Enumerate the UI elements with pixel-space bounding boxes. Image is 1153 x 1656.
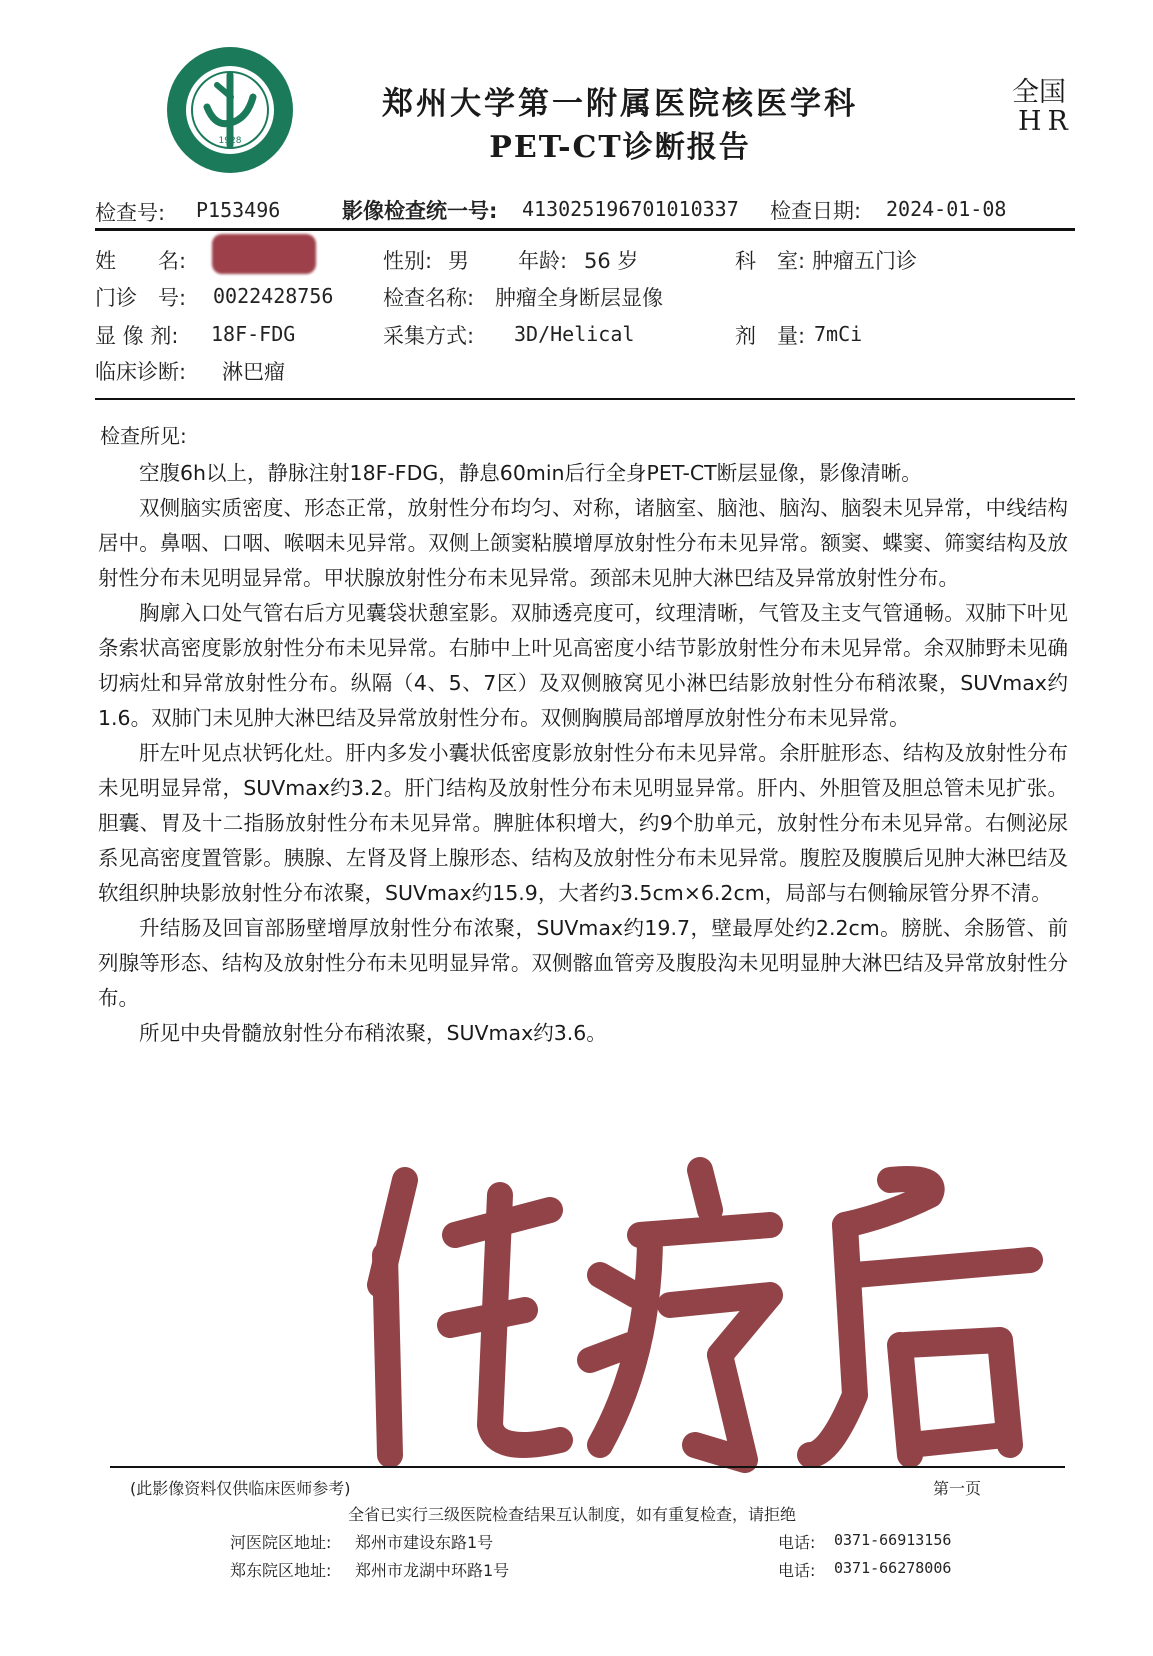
acq-label: 采集方式: bbox=[383, 324, 475, 348]
findings-paragraph: 胸廓入口处气管右后方见囊袋状憩室影。双肺透亮度可，纹理清晰，气管及主支气管通畅。双肺下叶见条索状高密度影放射性分布未见异常。右肺中上叶见高密度小结节影放射性分布未见异常。余双肺野未见确切病灶和异常放射性分布。纵隔（4、5、7区）及双侧腋窝见小淋巴结影放射性分布稍浓聚，SUVmax约1.6。双肺门未见肿大淋巴结及异常放射性分布。双侧胸膜局部增厚放射性分布未见异常。 bbox=[98, 601, 1068, 730]
dose-label: 剂 量: bbox=[735, 324, 806, 348]
exam-date: 2024-01-08 bbox=[886, 197, 1007, 221]
name-label: 姓 名: bbox=[95, 249, 187, 273]
findings-paragraph: 所见中央骨髓放射性分布稍浓聚，SUVmax约3.6。 bbox=[139, 1021, 607, 1045]
findings-paragraph: 升结肠及回盲部肠壁增厚放射性分布浓聚，SUVmax约19.7，壁最厚处约2.2cm。膀胱、余肠管、前列腺等形态、结构及放射性分布未见明显异常。双侧髂血管旁及腹股沟未见明显肿大淋巴结及异常放射性分布。 bbox=[98, 916, 1068, 1010]
unified-no: 413025196701010337 bbox=[522, 197, 739, 221]
tel2-label: 电话: bbox=[778, 1561, 816, 1580]
mutual-recognition-notice: 全省已实行三级医院检查结果互认制度，如有重复检查，请拒绝 bbox=[348, 1505, 797, 1524]
dept-label: 科 室: bbox=[735, 249, 806, 273]
footer-divider bbox=[110, 1466, 1065, 1468]
age-label: 年龄: bbox=[518, 249, 568, 273]
badge-line2: HR bbox=[1018, 106, 1074, 137]
address2-label: 郑东院区地址: bbox=[230, 1561, 332, 1580]
badge-line1: 全国 bbox=[1012, 77, 1066, 108]
handwritten-annotation bbox=[350, 1155, 1070, 1475]
exam-no: P153496 bbox=[196, 198, 281, 222]
address1-label: 河医院区地址: bbox=[230, 1533, 332, 1552]
name-redaction bbox=[212, 234, 316, 274]
sex-value: 男 bbox=[448, 249, 469, 273]
clinic-no-label: 门诊 号: bbox=[95, 286, 187, 310]
exam-name-label: 检查名称: bbox=[383, 286, 475, 310]
findings-title: 检查所见: bbox=[100, 424, 187, 448]
sex-label: 性别: bbox=[383, 249, 433, 273]
dept-value: 肿瘤五门诊 bbox=[812, 249, 917, 273]
info-divider bbox=[95, 398, 1075, 400]
exam-date-label: 检查日期: bbox=[770, 199, 862, 223]
header-divider bbox=[95, 228, 1075, 231]
diagnosis-label: 临床诊断: bbox=[95, 360, 187, 384]
tel1: 0371-66913156 bbox=[834, 1531, 952, 1549]
address2: 郑州市龙湖中环路1号 bbox=[355, 1561, 510, 1580]
agent-label: 显 像 剂: bbox=[95, 324, 179, 348]
findings-body bbox=[98, 456, 1068, 1051]
findings-paragraph: 空腹6h以上，静脉注射18F-FDG，静息60min后行全身PET-CT断层显像，影像清晰。 bbox=[139, 461, 922, 485]
exam-name-value: 肿瘤全身断层显像 bbox=[495, 286, 663, 310]
hospital-logo bbox=[165, 45, 295, 175]
age-value: 56 岁 bbox=[584, 249, 639, 273]
logo-year: 1928 bbox=[218, 136, 242, 146]
report-hospital-title: 郑州大学第一附属医院核医学科 bbox=[382, 86, 858, 122]
agent-value: 18F-FDG bbox=[211, 322, 296, 346]
report-title: PET-CT诊断报告 bbox=[489, 130, 751, 165]
clinic-no: 0022428756 bbox=[213, 284, 334, 308]
diagnosis-value: 淋巴瘤 bbox=[222, 360, 285, 384]
dose-value: 7mCi bbox=[814, 322, 863, 346]
footer-note: (此影像资料仅供临床医师参考) bbox=[130, 1479, 351, 1498]
tel1-label: 电话: bbox=[778, 1533, 816, 1552]
address1: 郑州市建设东路1号 bbox=[355, 1533, 494, 1552]
findings-paragraph: 双侧脑实质密度、形态正常，放射性分布均匀、对称，诸脑室、脑池、脑沟、脑裂未见异常，中线结构居中。鼻咽、口咽、喉咽未见异常。双侧上颌窦粘膜增厚放射性分布未见异常。额窦、蝶窦、筛窦结构及放射性分布未见明显异常。甲状腺放射性分布未见异常。颈部未见肿大淋巴结及异常放射性分布。 bbox=[98, 496, 1068, 590]
page-number: 第一页 bbox=[933, 1479, 982, 1498]
unified-no-label: 影像检查统一号: bbox=[342, 199, 498, 223]
exam-no-label: 检查号: bbox=[95, 201, 166, 225]
acq-value: 3D/Helical bbox=[514, 322, 635, 346]
findings-paragraph: 肝左叶见点状钙化灶。肝内多发小囊状低密度影放射性分布未见异常。余肝脏形态、结构及放射性分布未见明显异常，SUVmax约3.2。肝门结构及放射性分布未见明显异常。肝内、外胆管及胆总管未见扩张。胆囊、胃及十二指肠放射性分布未见异常。脾脏体积增大，约9个肋单元，放射性分布未见异常。右侧泌尿系见高密度置管影。胰腺、左肾及肾上腺形态、结构及放射性分布未见异常。腹腔及腹膜后见肿大淋巴结及软组织肿块影放射性分布浓聚，SUVmax约15.9，大者约3.5cm×6.2cm，局部与右侧输尿管分界不清。 bbox=[98, 741, 1068, 905]
tel2: 0371-66278006 bbox=[834, 1559, 952, 1577]
